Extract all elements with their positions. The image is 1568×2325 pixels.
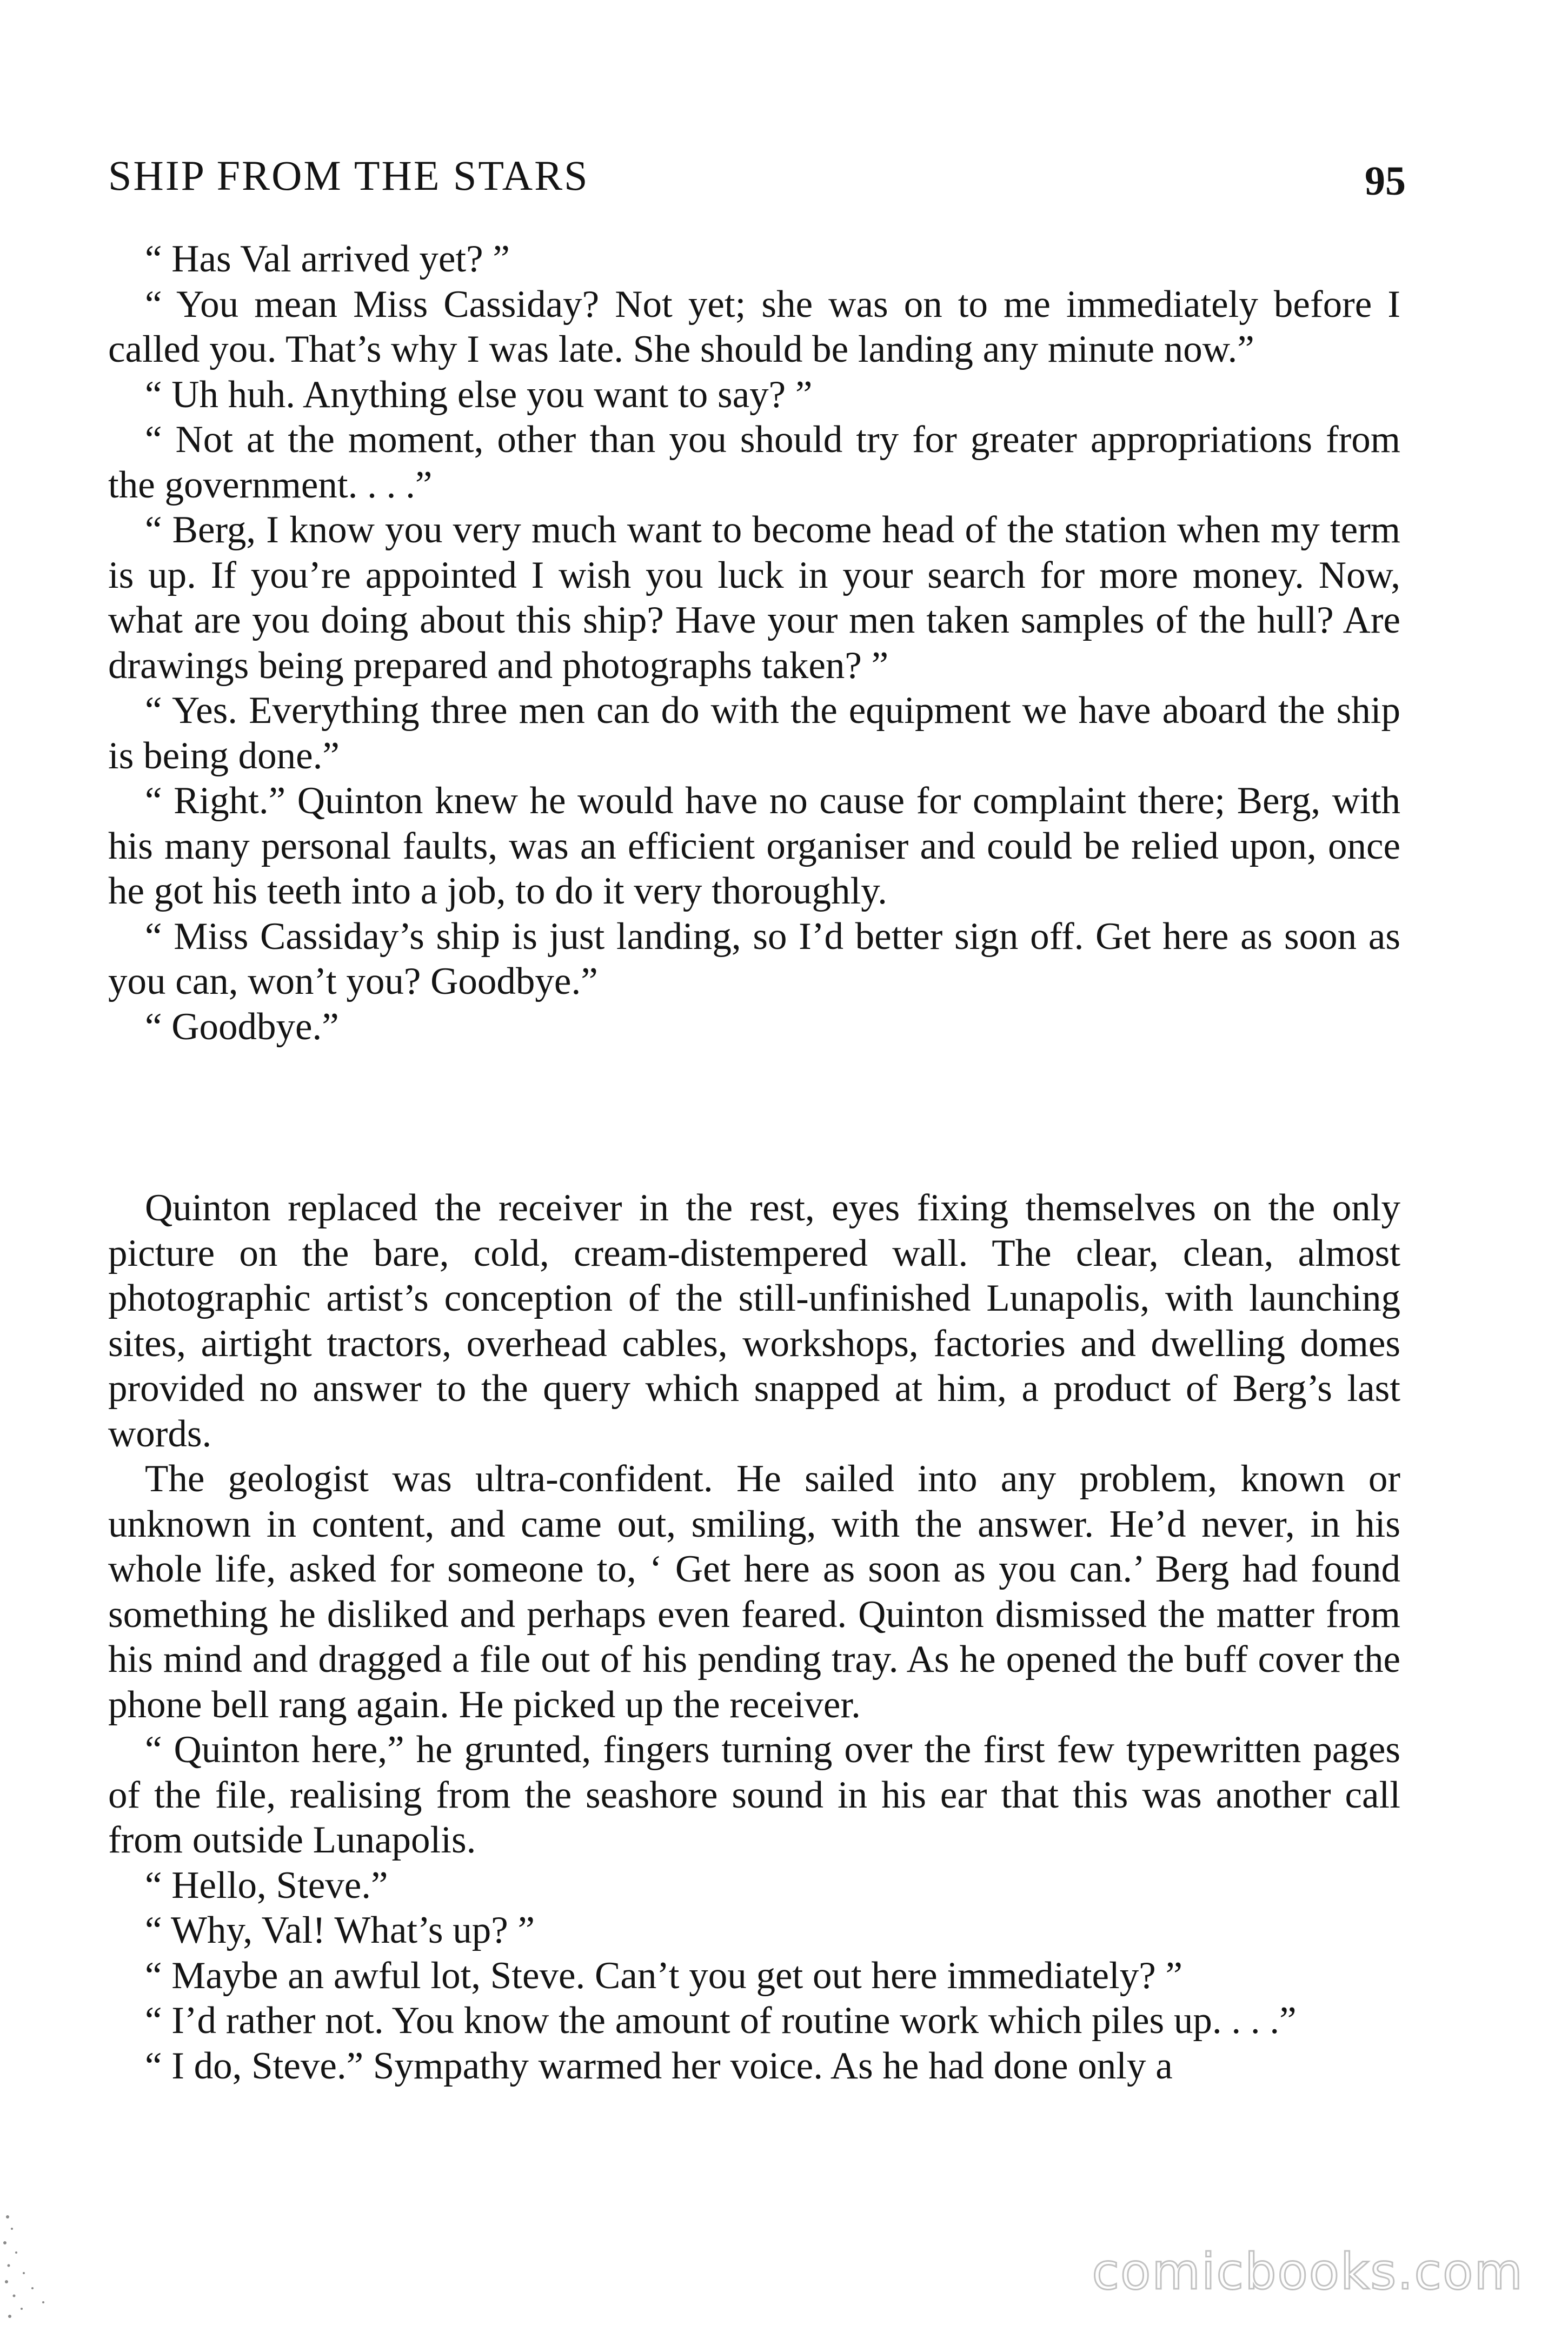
paragraph: Quinton replaced the receiver in the rest, eyes fixing themselves on the only picture on the bare, cold, cream-distempered wall. The clear, clean, almost photographic artist’s conception of the still-unfinished Lunapolis, with launching sites, airtight tractors, overhead cables, workshops, factories and dwelling domes provided no answer to the query which snapped at him, a product of Berg’s last words. — [108, 1187, 1400, 1455]
paragraph: “ I’d rather not. You know the amount of routine work which piles up. . . .” — [145, 1999, 1297, 2042]
paper-specks — [0, 2201, 87, 2325]
watermark: comicbooks.com — [1092, 2243, 1524, 2301]
paragraph: “ I do, Steve.” Sympathy warmed her voice. As he had done only a — [145, 2044, 1173, 2087]
paragraph: “ Right.” Quinton knew he would have no cause for complaint there; Berg, with his many personal faults, was an efficient organiser and could be relied upon, once he got his teeth into a job, to do it very thoroughly. — [108, 780, 1400, 912]
text-block-before-break — [108, 237, 1400, 1049]
paragraph: “ Berg, I know you very much want to become head of the station when my term is up. If you’re appointed I wish you luck in your search for more money. Now, what are you doing about this ship? Have your men taken samples of the hull? Are drawings being prepared and photographs taken? ” — [108, 509, 1400, 687]
paragraph: “ Goodbye.” — [145, 1005, 339, 1048]
paragraph: “ Why, Val! What’s up? ” — [145, 1909, 535, 1951]
paragraph: The geologist was ultra-confident. He sailed into any problem, known or unknown in content, and came out, smiling, with the answer. He’d never, in his whole life, asked for someone to, ‘ Get here as soon as you can.’ Berg had found something he disliked and perhaps even feared. Quinton dismissed the matter from his mind and dragged a file out of his pending tray. As he opened the buff cover the phone bell rang again. He picked up the receiver. — [108, 1458, 1400, 1726]
paragraph: “ Uh huh. Anything else you want to say? ” — [145, 373, 813, 416]
paragraph: “ Quinton here,” he grunted, fingers turning over the first few typewritten pages of the file, realising from the seashore sound in his ear that this was another call from outside Lunapolis. — [108, 1729, 1400, 1861]
paragraph: “ Yes. Everything three men can do with the equipment we have aboard the ship is being done.” — [108, 689, 1400, 777]
paragraph: “ Maybe an awful lot, Steve. Can’t you get out here immediately? ” — [145, 1954, 1183, 1997]
paragraph: “ Not at the moment, other than you should try for greater appropriations from the government. . . .” — [108, 418, 1400, 506]
paragraph: “ Hello, Steve.” — [145, 1864, 388, 1906]
paragraph: “ Has Val arrived yet? ” — [145, 238, 510, 280]
page-number: 95 — [1365, 158, 1406, 204]
text-block-after-break — [108, 1186, 1400, 2089]
running-title: SHIP FROM THE STARS — [108, 152, 589, 199]
page-header — [108, 146, 1406, 205]
paragraph: “ You mean Miss Cassiday? Not yet; she was on to me immediately before I called you. That’s why I was late. She should be landing any minute now.” — [108, 283, 1400, 370]
paragraph: “ Miss Cassiday’s ship is just landing, so I’d better sign off. Get here as soon as you can, won’t you? Goodbye.” — [108, 915, 1400, 1002]
